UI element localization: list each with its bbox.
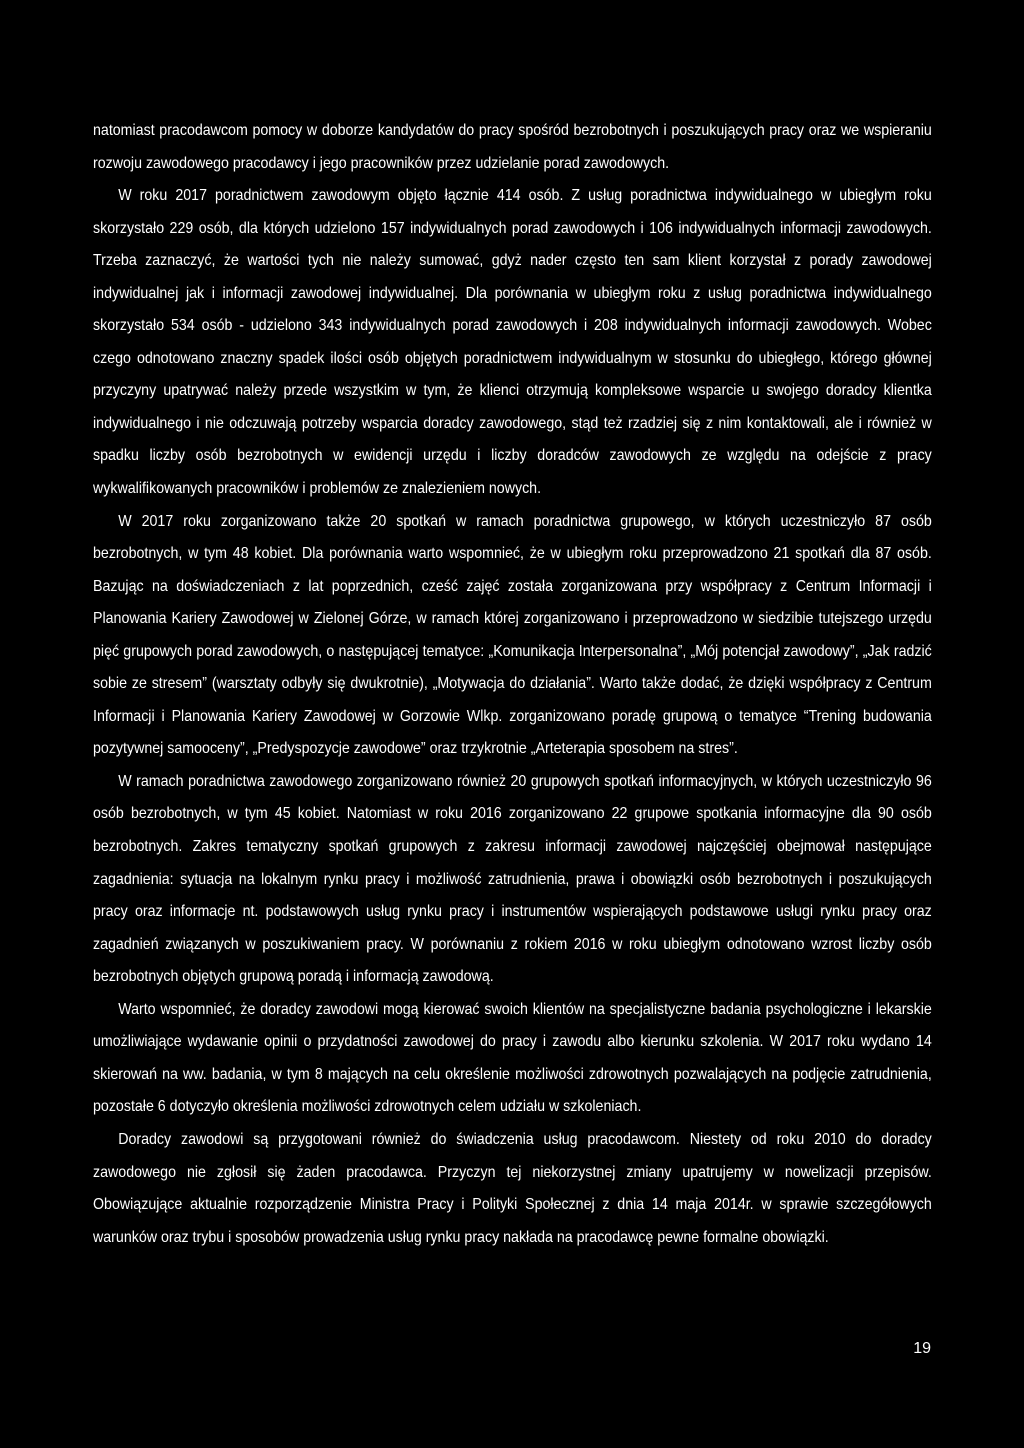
paragraph-5: Warto wspomnieć, że doradcy zawodowi mogą kierować swoich klientów na specjalistyczne badania psychologiczne i lekarskie umożliwiające wydawanie opinii o przydatności zawodowej do pracy i zawodu albo kierunku szkolenia. W 2017 roku wydano 14 skierowań na ww. badania, w tym 8 mających na celu określenie możliwości zdrowotnych pozwalających na podjęcie zatrudnienia, pozostałe 6 dotyczyło określenia możliwości zdrowotnych celem udziału w szkoleniach.	[93, 1000, 932, 1116]
document-body	[93, 115, 932, 1254]
paragraph-4: W ramach poradnictwa zawodowego zorganizowano również 20 grupowych spotkań informacyjnych, w których uczestniczyło 96 osób bezrobotnych, w tym 45 kobiet. Natomiast w roku 2016 zorganizowano 22 grupowe spotkania informacyjne dla 90 osób bezrobotnych. Zakres tematyczny spotkań grupowych z zakresu informacji zawodowej najczęściej obejmował następujące zagadnienia: sytuacja na lokalnym rynku pracy i możliwość zatrudnienia, prawa i obowiązki osób bezrobotnych i poszukujących pracy oraz informacje nt. podstawowych usług rynku pracy i instrumentów wspierających podstawowe usługi rynku pracy oraz zagadnień związanych w poszukiwaniem pracy. W porównaniu z rokiem 2016 w roku ubiegłym odnotowano wzrost liczby osób bezrobotnych objętych grupową poradą i informacją zawodową.	[93, 772, 932, 986]
paragraph-2: W roku 2017 poradnictwem zawodowym objęto łącznie 414 osób. Z usług poradnictwa indywidualnego w ubiegłym roku skorzystało 229 osób, dla których udzielono 157 indywidualnych porad zawodowych i 106 indywidualnych informacji zawodowych. Trzeba zaznaczyć, że wartości tych nie należy sumować, gdyż nader często ten sam klient korzystał z porady zawodowej indywidualnej jak i informacji zawodowej indywidualnej. Dla porównania w ubiegłym roku z usług poradnictwa indywidualnego skorzystało 534 osób - udzielono 343 indywidualnych porad zawodowych i 208 indywidualnych informacji zawodowych. Wobec czego odnotowano znaczny spadek ilości osób objętych poradnictwem indywidualnym w stosunku do ubiegłego, którego głównej przyczyny upatrywać należy przede wszystkim w tym, że klienci otrzymują kompleksowe wsparcie u swojego doradcy klientka indywidualnego i nie odczuwają potrzeby wsparcia doradcy zawodowego, stąd też rzadziej się z nim kontaktowali, ale i również w spadku liczby osób bezrobotnych w ewidencji urzędu i liczby doradców zawodowych ze względu na odejście z pracy wykwalifikowanych pracowników i problemów ze znalezieniem nowych.	[93, 187, 932, 498]
page-number: 19	[913, 1340, 931, 1357]
paragraph-1: natomiast pracodawcom pomocy w doborze kandydatów do pracy spośród bezrobotnych i poszukujących pracy oraz we wspieraniu rozwoju zawodowego pracodawcy i jego pracowników przez udzielanie porad zawodowych.	[93, 122, 932, 172]
paragraph-6: Doradcy zawodowi są przygotowani również do świadczenia usług pracodawcom. Niestety od roku 2010 do doradcy zawodowego nie zgłosił się żaden pracodawca. Przyczyn tej niekorzystnej zmiany upatrujemy w nowelizacji przepisów. Obowiązujące aktualnie rozporządzenie Ministra Pracy i Polityki Społecznej z dnia 14 maja 2014r. w sprawie szczegółowych warunków oraz trybu i sposobów prowadzenia usług rynku pracy nakłada na pracodawcę pewne formalne obowiązki.	[93, 1130, 932, 1246]
paragraph-3: W 2017 roku zorganizowano także 20 spotkań w ramach poradnictwa grupowego, w których uczestniczyło 87 osób bezrobotnych, w tym 48 kobiet. Dla porównania warto wspomnieć, że w ubiegłym roku przeprowadzono 21 spotkań dla 87 osób. Bazując na doświadczeniach z lat poprzednich, cześć zajęć została zorganizowana przy współpracy z Centrum Informacji i Planowania Kariery Zawodowej w Zielonej Górze, w ramach której zorganizowano i przeprowadzono w siedzibie tutejszego urzędu pięć grupowych porad zawodowych, o następującej tematyce: „Komunikacja Interpersonalna”, „Mój potencjał zawodowy”, „Jak radzić sobie ze stresem” (warsztaty odbyły się dwukrotnie), „Motywacja do działania”. Warto także dodać, że dzięki współpracy z Centrum Informacji i Planowania Kariery Zawodowej w Gorzowie Wlkp. zorganizowano poradę grupową o tematyce “Trening budowania pozytywnej samooceny”, „Predyspozycje zawodowe” oraz trzykrotnie „Arteterapia sposobem na stres”.	[93, 512, 932, 758]
